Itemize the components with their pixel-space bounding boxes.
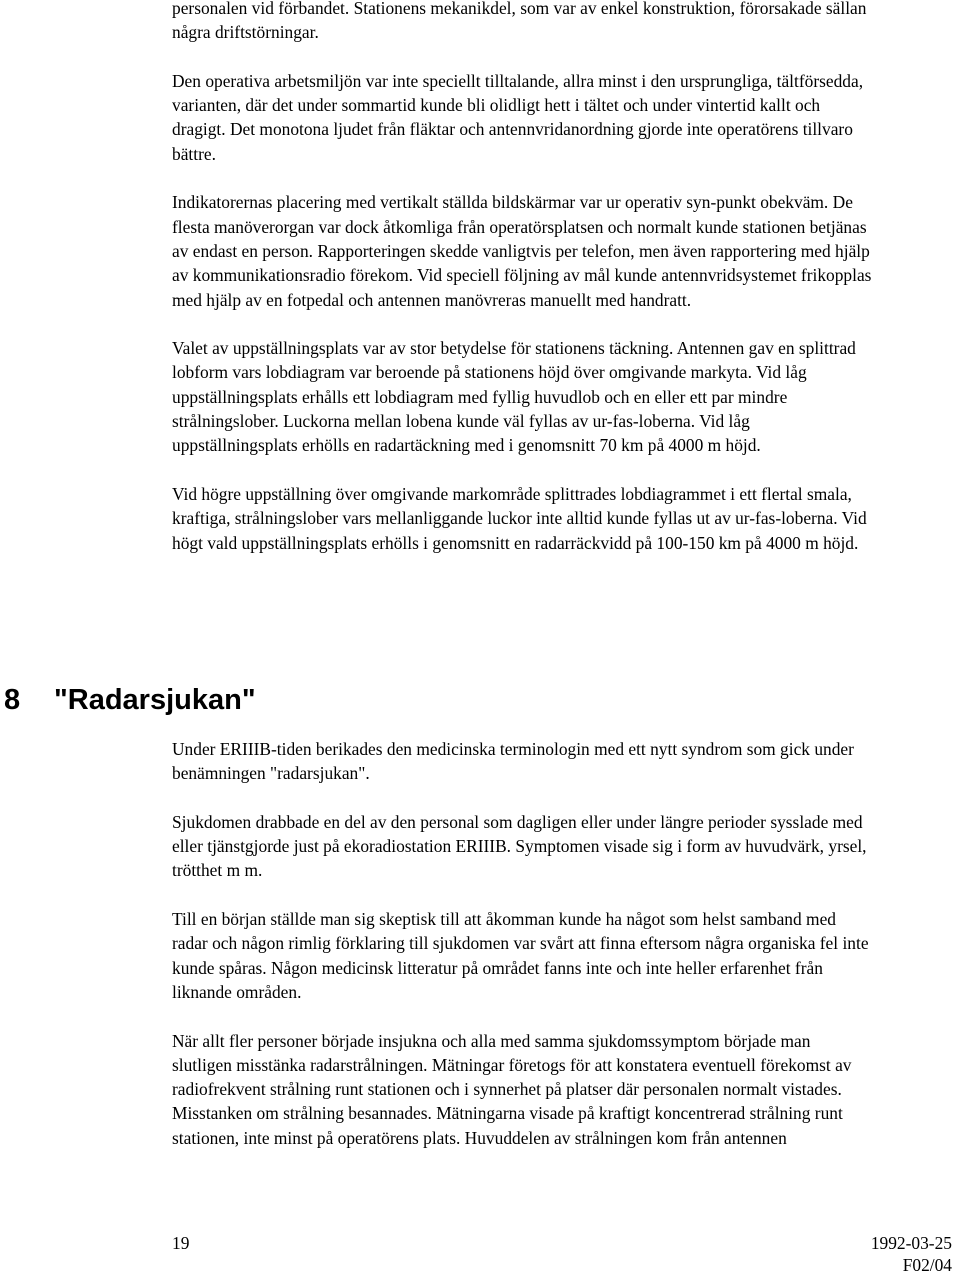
paragraph: Till en början ställde man sig skeptisk till att åkomman kunde ha något som helst samband med radar och någon rimlig förklaring till sjukdomen var svårt att finna eftersom några organiska fel inte kunde spåras. Någon medicinsk litteratur på området fanns inte och inte heller erfarenhet från liknande områden. bbox=[172, 909, 869, 1002]
paragraph: Sjukdomen drabbade en del av den personal som dagligen eller under längre perioder sysslade med eller tjänstgjorde just på ekoradiostation ERIIIB. Symptomen visade sig i form av huvudvärk, yrsel, trötthet m m. bbox=[172, 811, 867, 881]
footer-date: 1992-03-25 bbox=[870, 1233, 952, 1253]
section-number: 8 bbox=[4, 684, 21, 716]
section-body-before bbox=[172, 0, 872, 555]
footer-meta bbox=[871, 1232, 952, 1276]
paragraph: Valet av uppställningsplats var av stor betydelse för stationens täckning. Antennen gav en splittrad lobform vars lobdiagram var beroende på stationens höjd över omgivande markyta. Vid låg uppställningsplats erhålls ett lobdiagram med fyllig huvudlob och en eller ett par mindre strålningslober. Luckorna mellan lobena kunde väl fyllas av ur-fas-loberna. Vid låg uppställningsplats erhölls en radartäckning med i genomsnitt 70 km på 4000 m höjd. bbox=[172, 338, 856, 456]
paragraph: Den operativa arbetsmiljön var inte speciellt tilltalande, allra minst i den ursprungliga, tältförsedda, varianten, där det under sommartid kunde bli olidligt hett i tältet och under vintertid kallt och dragigt. Det monotona ljudet från fläktar och antennvridanordning gjorde inte operatörens tillvaro bättre. bbox=[172, 70, 864, 164]
section-title: "Radarsjukan" bbox=[54, 684, 256, 716]
paragraph: När allt fler personer började insjukna och alla med samma sjukdomssymptom började man slutligen misstänka radarstrålningen. Mätningar företogs för att konstatera eventuell förekomst av radiofrekvent strålning runt stationen och i synnerhet på platser där personalen normalt vistades. Misstanken om strålning besannades. Mätningarna visade på kraftigt koncentrerad strålning runt stationen, inte minst på operatörens plats. Huvuddelen av strålningen kom från antennen bbox=[172, 1030, 852, 1148]
paragraph: Indikatorernas placering med vertikalt ställda bildskärmar var ur operativ syn-punkt obekväm. De flesta manöverorgan var dock åtkomliga från operatörsplatsen och normalt kunde stationen betjänas av endast en person. Rapporteringen skedde vanligtvis per telefon, men även rapportering med hjälp av kommunikationsradio förekom. Vid speciell följning av mål kunde antennvridsystemet frikopplas med hjälp av en fotpedal och antennen manövreras manuellt med handratt. bbox=[172, 192, 872, 310]
footer-doc-code: F02/04 bbox=[902, 1255, 952, 1275]
paragraph: Vid högre uppställning över omgivande markområde splittrades lobdiagrammet i ett flertal smala, kraftiga, strålningslober vars mellanliggande luckor inte alltid kunde fyllas ut av ur-fas-loberna. Vid högt vald uppställningsplats erhölls i genomsnitt en radarräckvidd på 100-150 km på 4000 m höjd. bbox=[172, 483, 867, 553]
paragraph: personalen vid förbandet. Stationens mekanikdel, som var av enkel konstruktion, förorsakade sällan några driftstörningar. bbox=[172, 0, 867, 43]
paragraph: Under ERIIIB-tiden berikades den medicinska terminologin med ett nytt syndrom som gick under benämningen "radarsjukan". bbox=[172, 739, 854, 784]
section-body-8 bbox=[172, 737, 872, 1150]
section-heading bbox=[4, 680, 256, 720]
page-number: 19 bbox=[172, 1233, 190, 1253]
